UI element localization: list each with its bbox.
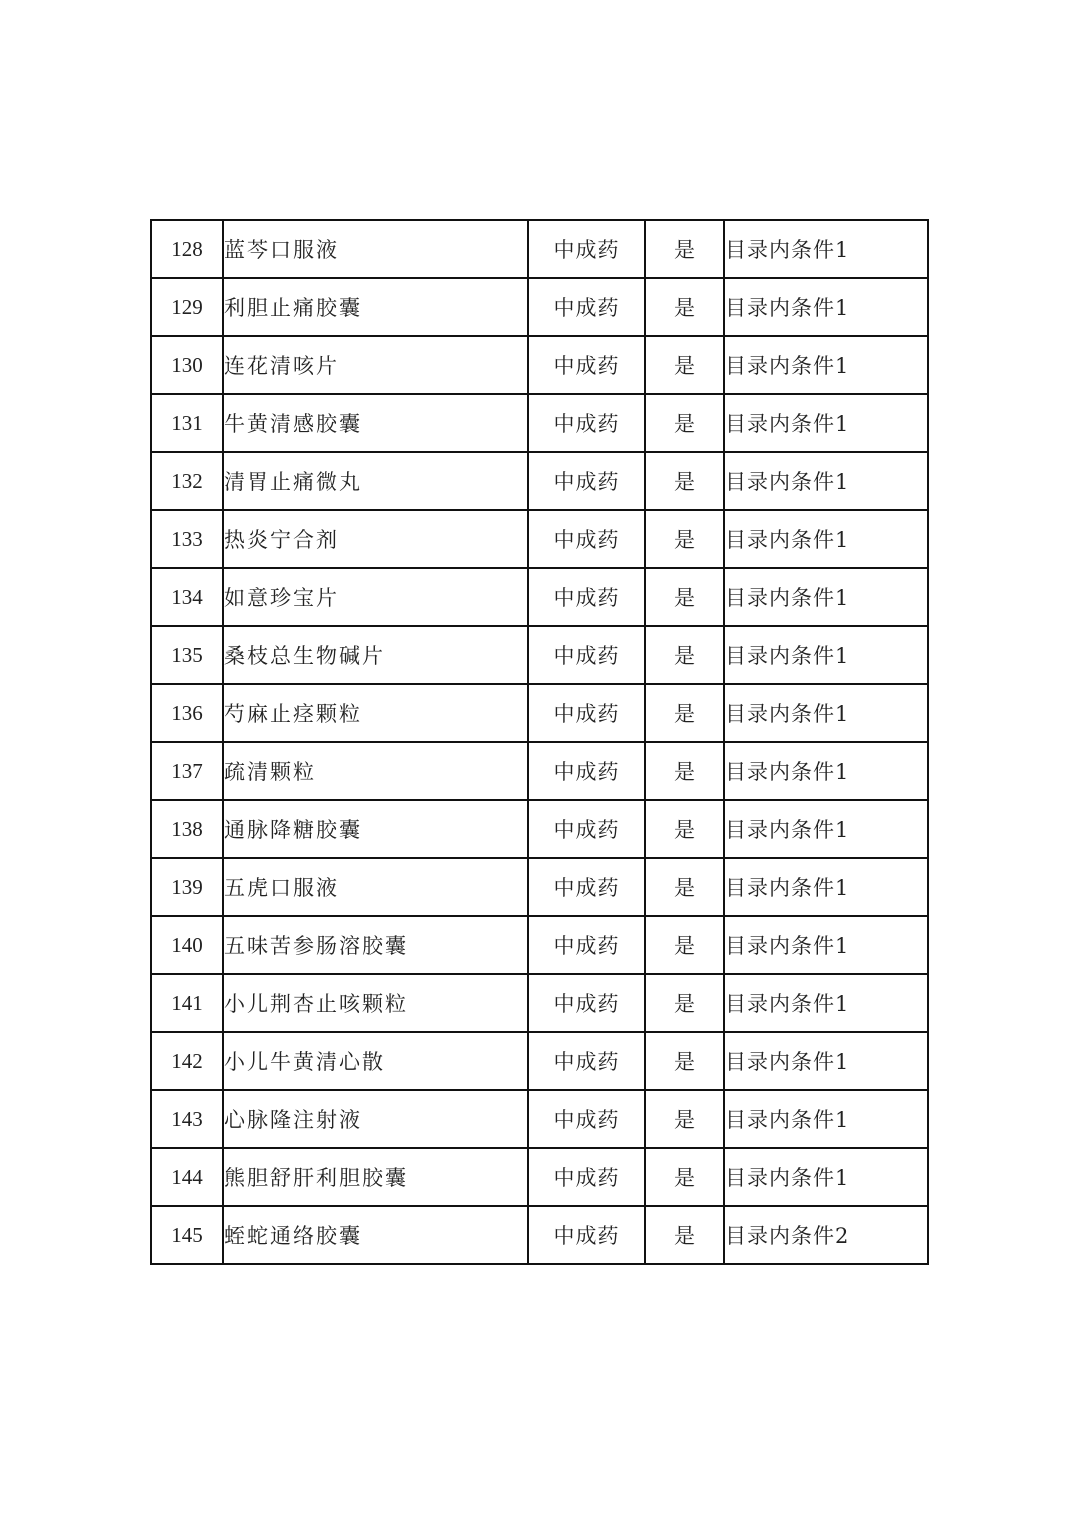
included-flag: 是 [645,800,724,858]
condition: 目录内条件1 [724,684,928,742]
included-flag: 是 [645,742,724,800]
condition: 目录内条件1 [724,742,928,800]
drug-name: 小儿荆杏止咳颗粒 [223,974,528,1032]
drug-name: 五虎口服液 [223,858,528,916]
drug-name: 通脉降糖胶囊 [223,800,528,858]
included-flag: 是 [645,1206,724,1264]
table-row [151,394,928,452]
drug-name: 利胆止痛胶囊 [223,278,528,336]
included-flag: 是 [645,916,724,974]
drug-type: 中成药 [528,510,645,568]
row-number: 141 [151,974,223,1032]
table-row [151,742,928,800]
condition: 目录内条件1 [724,1032,928,1090]
row-number: 137 [151,742,223,800]
row-number: 134 [151,568,223,626]
drug-type: 中成药 [528,1148,645,1206]
table-row [151,684,928,742]
row-number: 140 [151,916,223,974]
row-number: 142 [151,1032,223,1090]
row-number: 143 [151,1090,223,1148]
condition: 目录内条件1 [724,1090,928,1148]
drug-type: 中成药 [528,800,645,858]
included-flag: 是 [645,336,724,394]
included-flag: 是 [645,510,724,568]
condition: 目录内条件1 [724,858,928,916]
table-row [151,800,928,858]
row-number: 145 [151,1206,223,1264]
drug-name: 蛭蛇通络胶囊 [223,1206,528,1264]
condition: 目录内条件1 [724,568,928,626]
table-row [151,510,928,568]
condition: 目录内条件1 [724,510,928,568]
drug-name: 小儿牛黄清心散 [223,1032,528,1090]
drug-name: 连花清咳片 [223,336,528,394]
included-flag: 是 [645,1032,724,1090]
drug-name: 五味苦参肠溶胶囊 [223,916,528,974]
drug-type: 中成药 [528,336,645,394]
row-number: 144 [151,1148,223,1206]
drug-type: 中成药 [528,1032,645,1090]
table-row [151,858,928,916]
table-row [151,336,928,394]
included-flag: 是 [645,568,724,626]
drug-type: 中成药 [528,916,645,974]
table-body [151,220,928,1264]
table-row [151,974,928,1032]
drug-name: 清胃止痛微丸 [223,452,528,510]
drug-type: 中成药 [528,858,645,916]
drug-type: 中成药 [528,974,645,1032]
table-row [151,568,928,626]
included-flag: 是 [645,394,724,452]
included-flag: 是 [645,220,724,278]
drug-name: 蓝芩口服液 [223,220,528,278]
drug-type: 中成药 [528,568,645,626]
included-flag: 是 [645,1090,724,1148]
drug-type: 中成药 [528,684,645,742]
table-row [151,916,928,974]
drug-type: 中成药 [528,220,645,278]
table-row [151,1090,928,1148]
drug-type: 中成药 [528,452,645,510]
table-row [151,278,928,336]
row-number: 136 [151,684,223,742]
table-row [151,220,928,278]
table-row [151,1032,928,1090]
included-flag: 是 [645,858,724,916]
row-number: 129 [151,278,223,336]
row-number: 138 [151,800,223,858]
included-flag: 是 [645,626,724,684]
condition: 目录内条件1 [724,916,928,974]
included-flag: 是 [645,684,724,742]
included-flag: 是 [645,278,724,336]
included-flag: 是 [645,1148,724,1206]
condition: 目录内条件1 [724,1148,928,1206]
condition: 目录内条件1 [724,452,928,510]
condition: 目录内条件1 [724,278,928,336]
table-row [151,452,928,510]
drug-name: 牛黄清感胶囊 [223,394,528,452]
condition: 目录内条件1 [724,394,928,452]
drug-name: 热炎宁合剂 [223,510,528,568]
drug-name: 如意珍宝片 [223,568,528,626]
condition: 目录内条件1 [724,626,928,684]
row-number: 130 [151,336,223,394]
included-flag: 是 [645,452,724,510]
row-number: 128 [151,220,223,278]
drug-name: 桑枝总生物碱片 [223,626,528,684]
condition: 目录内条件1 [724,336,928,394]
drug-list-table [150,219,929,1265]
table-row [151,626,928,684]
table-row [151,1148,928,1206]
included-flag: 是 [645,974,724,1032]
drug-name: 芍麻止痉颗粒 [223,684,528,742]
table-row [151,1206,928,1264]
condition: 目录内条件1 [724,220,928,278]
condition: 目录内条件1 [724,800,928,858]
drug-type: 中成药 [528,278,645,336]
drug-type: 中成药 [528,742,645,800]
drug-type: 中成药 [528,1206,645,1264]
drug-name: 疏清颗粒 [223,742,528,800]
drug-name: 心脉隆注射液 [223,1090,528,1148]
row-number: 139 [151,858,223,916]
drug-type: 中成药 [528,394,645,452]
drug-type: 中成药 [528,626,645,684]
row-number: 131 [151,394,223,452]
drug-name: 熊胆舒肝利胆胶囊 [223,1148,528,1206]
condition: 目录内条件1 [724,974,928,1032]
row-number: 132 [151,452,223,510]
row-number: 135 [151,626,223,684]
row-number: 133 [151,510,223,568]
condition: 目录内条件2 [724,1206,928,1264]
drug-type: 中成药 [528,1090,645,1148]
